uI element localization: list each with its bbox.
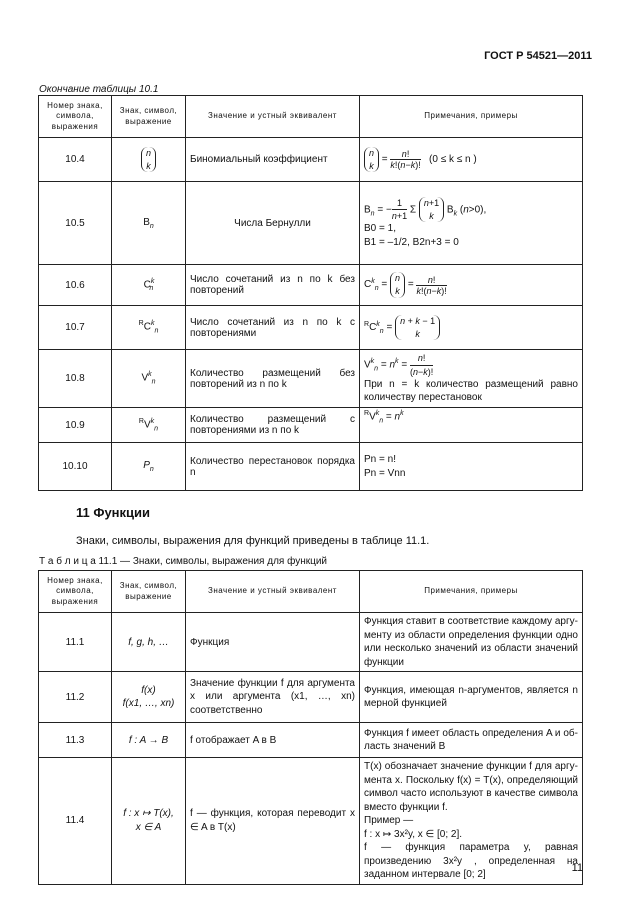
symbol-line: f : x ↦ T(x), — [123, 808, 174, 820]
binom-condition: (0 ≤ k ≤ n ) — [429, 154, 477, 166]
symbol-cell: f, g, h, … — [112, 613, 186, 672]
perm-formula-1: Pn = n! — [364, 454, 396, 465]
col-header: Знак, символ, выражение — [112, 571, 186, 613]
row-number: 10.9 — [39, 408, 112, 443]
permutation-note: При n = k количество размещений равно количеству перестановок — [364, 378, 578, 404]
table-caption: Окончание таблицы 10.1 — [39, 84, 159, 95]
symbol-cell: f : A → B — [112, 723, 186, 758]
note-cell: $^RV^k_n = n^k$ — [360, 408, 583, 443]
table-caption-11-1: Т а б л и ц а 11.1 — Знаки, символы, выражения для функций — [39, 556, 328, 567]
note-cell: n k = $\frac{n!}{k!(n-k)!}$ (0 ≤ k ≤ n ) — [360, 138, 583, 182]
symbol-cell: $V^k_n$ — [112, 350, 186, 408]
symbol-line: x ∈ A — [135, 821, 162, 833]
document-header: ГОСТ Р 54521—2011 — [484, 50, 592, 62]
col-header: Значение и устный эквивалент — [186, 571, 360, 613]
col-header: Знак, символ, выражение — [112, 96, 186, 138]
meaning-cell: Количество перестановок порядка n — [186, 443, 360, 491]
table-row — [39, 758, 583, 885]
note-cell — [360, 443, 583, 491]
meaning-cell: Число сочетаний из n по k без повторений — [186, 265, 360, 306]
symbol-cell: $^RC^k_n$ — [112, 306, 186, 350]
table-row — [39, 613, 583, 672]
col-header: Номер знака, символа, выражения — [39, 96, 112, 138]
meaning-cell: f — функция, которая переводит x ∈ A в T(x) — [186, 758, 360, 885]
symbol-cell — [112, 758, 186, 885]
table-row — [39, 265, 583, 306]
note-cell: Функция f имеет область определения A и область значений B — [360, 723, 583, 758]
row-number: 10.4 — [39, 138, 112, 182]
page-number: 11 — [571, 862, 583, 874]
row-number: 10.10 — [39, 443, 112, 491]
table-row — [39, 723, 583, 758]
symbol-cell: $P_n$ — [112, 443, 186, 491]
row-number: 11.2 — [39, 672, 112, 723]
meaning-cell: f отображает A в B — [186, 723, 360, 758]
note-example-text: f — функция параметра y, равная произведению 3x²y , определенная на заданном интервале [0; 2] — [364, 842, 578, 880]
table-row — [39, 182, 583, 265]
row-number: 10.8 — [39, 350, 112, 408]
note-paragraph: T(x) обозначает значение функции f для аргумента x. Поскольку f(x) = T(x), определяющий символ часто используют в качестве символа вместо функции f. — [364, 761, 578, 813]
col-header: Примечания, примеры — [360, 571, 583, 613]
table-row — [39, 408, 583, 443]
table-row — [39, 306, 583, 350]
table-11-1 — [38, 570, 583, 885]
table-row — [39, 350, 583, 408]
note-example-label: Пример — — [364, 815, 414, 826]
symbol-line: f(x1, …, xn) — [122, 698, 175, 709]
symbol-cell: $C^k_n$ — [112, 265, 186, 306]
symbol-line: f(x) — [141, 684, 156, 696]
symbol-cell — [112, 672, 186, 723]
col-header: Номер знака, символа, выражения — [39, 571, 112, 613]
section-title: 11 Функции — [76, 505, 151, 520]
meaning-cell: Функция — [186, 613, 360, 672]
col-header: Примечания, примеры — [360, 96, 583, 138]
table-10-1 — [38, 95, 583, 491]
note-cell: Функция ставит в соответствие каждому аргументу из области определения функции одно или несколько значений из области значений функции — [360, 613, 583, 672]
note-cell: Функция, имеющая n-аргументов, является n мерной функцией — [360, 672, 583, 723]
table-header-row — [39, 571, 583, 613]
table-row — [39, 672, 583, 723]
note-cell: $B_n$ = − $\frac{1}{n+1}$ Σ n+1 k $B_k$ (n>0), B0 = 1, B1 = –1/2, B2n+3 = 0 — [360, 182, 583, 265]
symbol-cell: $B_n$ — [112, 182, 186, 265]
meaning-cell: Количество размещений без повторений из n по k — [186, 350, 360, 408]
meaning-cell: Значение функции f для аргумента x или аргумента (x1, …, xn) соответственно — [186, 672, 360, 723]
row-number: 11.1 — [39, 613, 112, 672]
row-number: 10.7 — [39, 306, 112, 350]
note-cell: $^RC^k_n = n + k - 1$ k — [360, 306, 583, 350]
row-number: 10.6 — [39, 265, 112, 306]
bernoulli-b0: B0 = 1, — [364, 223, 396, 235]
note-example-formula: f : x ↦ 3x²y, x ∈ [0; 2]. — [364, 828, 463, 840]
section-intro: Знаки, символы, выражения для функций приведены в таблице 11.1. — [76, 535, 430, 547]
table-header-row — [39, 96, 583, 138]
row-number: 10.5 — [39, 182, 112, 265]
note-cell: $C^k_n = n$ k = $\frac{n!}{k!(n-k)!}$ — [360, 265, 583, 306]
meaning-cell: Число сочетаний из n по k с повторениями — [186, 306, 360, 350]
meaning-cell: Количество размещений с повторениями из n по k — [186, 408, 360, 443]
symbol-cell: n k — [112, 138, 186, 182]
meaning-cell: Биномиальный коэффициент — [186, 138, 360, 182]
row-number: 11.3 — [39, 723, 112, 758]
note-cell — [360, 758, 583, 885]
meaning-cell: Числа Бернулли — [186, 182, 360, 265]
note-cell: $V^k_n = n^k$ = $\frac{n!}{(n-k)!}$ При n = k количество размещений равно количеству перестановок — [360, 350, 583, 408]
table-row — [39, 138, 583, 182]
col-header: Значение и устный эквивалент — [186, 96, 360, 138]
table-row — [39, 443, 583, 491]
symbol-cell: $^RV^k_n$ — [112, 408, 186, 443]
bernoulli-b1: B1 = –1/2, B2n+3 = 0 — [364, 236, 459, 248]
perm-formula-2: Pn = Vnn — [364, 467, 406, 479]
row-number: 11.4 — [39, 758, 112, 885]
